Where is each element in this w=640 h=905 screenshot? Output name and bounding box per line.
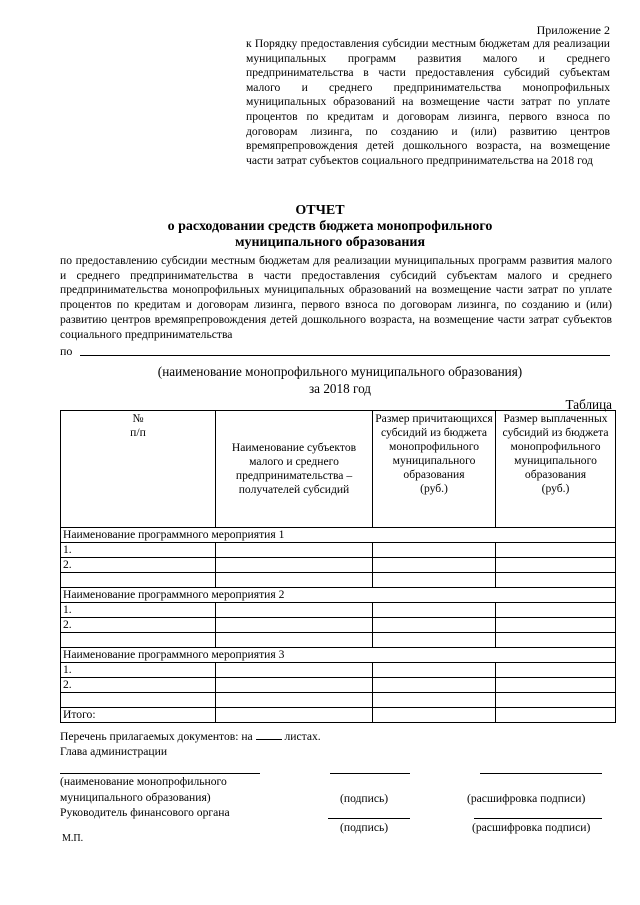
cell[interactable]	[216, 558, 373, 573]
header-paid: Размер выплаченных субсидий из бюджета монопрофильного муниципального образования (руб.)	[496, 411, 616, 528]
section-row	[61, 648, 616, 663]
table-row	[61, 618, 616, 633]
signature-line-2[interactable]	[328, 818, 410, 819]
row-num: 2.	[61, 558, 216, 573]
decoding-line[interactable]	[480, 773, 602, 774]
cell[interactable]	[216, 603, 373, 618]
report-title: ОТЧЕТ	[295, 203, 345, 218]
report-subtitle: о расходовании средств бюджета монопрофильного муниципального образования	[167, 219, 493, 250]
cell[interactable]	[373, 693, 496, 708]
table-row	[61, 663, 616, 678]
row-num: 2.	[61, 678, 216, 693]
decoding-caption: (расшифровка подписи)	[467, 792, 586, 805]
total-row	[61, 708, 616, 723]
signature-caption: (подпись)	[340, 792, 389, 805]
section-row	[61, 588, 616, 603]
cell[interactable]	[373, 678, 496, 693]
row-num	[61, 633, 216, 648]
cell[interactable]	[496, 573, 616, 588]
municipality-fill-line[interactable]	[80, 355, 610, 356]
cell[interactable]	[373, 633, 496, 648]
cell[interactable]	[373, 663, 496, 678]
header-name: Наименование субъектов малого и среднего предпринимательства – получателей субсидий	[216, 411, 373, 528]
cell[interactable]	[496, 603, 616, 618]
section-title: Наименование программного мероприятия 2	[61, 588, 616, 603]
cell[interactable]	[496, 708, 616, 723]
header-due: Размер причитающихся субсидий из бюджета монопрофильного муниципального образования (руб.)	[373, 411, 496, 528]
row-num	[61, 573, 216, 588]
cell[interactable]	[496, 543, 616, 558]
section-title: Наименование программного мероприятия 3	[61, 648, 616, 663]
cell[interactable]	[373, 603, 496, 618]
total-label: Итого:	[61, 708, 216, 723]
table-header-row	[61, 411, 616, 528]
header-num: № п/п	[61, 411, 216, 528]
table-row	[61, 558, 616, 573]
table-row	[61, 678, 616, 693]
table-row	[61, 693, 616, 708]
stamp-place: М.П.	[62, 833, 84, 844]
head-label: Глава администрации	[60, 745, 168, 758]
cell[interactable]	[216, 693, 373, 708]
cell[interactable]	[496, 558, 616, 573]
cell[interactable]	[373, 573, 496, 588]
decoding-line-2[interactable]	[474, 818, 602, 819]
cell[interactable]	[496, 663, 616, 678]
report-table	[60, 410, 616, 723]
cell[interactable]	[216, 663, 373, 678]
cell[interactable]	[373, 558, 496, 573]
cell[interactable]	[373, 708, 496, 723]
table-row	[61, 543, 616, 558]
cell[interactable]	[216, 708, 373, 723]
row-num: 1.	[61, 663, 216, 678]
table-row	[61, 603, 616, 618]
cell[interactable]	[373, 543, 496, 558]
table-row	[61, 573, 616, 588]
decoding-caption-2: (расшифровка подписи)	[472, 821, 591, 834]
signature-caption-2: (подпись)	[340, 821, 389, 834]
attachments-suffix: листах.	[281, 730, 321, 743]
muni-caption-2: муниципального образования)	[60, 791, 211, 804]
cell[interactable]	[216, 618, 373, 633]
cell[interactable]	[216, 543, 373, 558]
attachments-line	[60, 730, 321, 743]
appendix-title: Приложение 2	[536, 23, 610, 37]
muni-caption-1: (наименование монопрофильного	[60, 775, 227, 788]
cell[interactable]	[496, 678, 616, 693]
cell[interactable]	[216, 678, 373, 693]
attachments-prefix: Перечень прилагаемых документов: на	[60, 730, 256, 743]
cell[interactable]	[496, 633, 616, 648]
cell[interactable]	[373, 618, 496, 633]
cell[interactable]	[216, 633, 373, 648]
cell[interactable]	[496, 618, 616, 633]
section-title: Наименование программного мероприятия 1	[61, 528, 616, 543]
table-row	[61, 633, 616, 648]
table-label: Таблица	[565, 397, 612, 412]
year-caption: за 2018 год	[308, 381, 372, 396]
municipality-caption: (наименование монопрофильного муниципального образования)	[157, 364, 523, 379]
muni-name-line[interactable]	[60, 773, 260, 774]
appendix-body: к Порядку предоставления субсидии местным бюджетам для реализации муниципальных программ развития малого и среднего предпринимательства в части предоставления субсидий субъектам малого и среднего предпринимательства монопрофильных муниципальных образований на возмещение части затрат по уплате процентов по кредитам и договорам лизинга, первого взноса по договорам лизинга, по созданию и (или) развитию центров времяпрепровождения детей дошкольного возраста, на возмещение части затрат субъектов социального предпринимательства на 2018 год	[246, 37, 610, 167]
attachments-count-blank[interactable]	[256, 739, 282, 740]
section-row	[61, 528, 616, 543]
cell[interactable]	[216, 573, 373, 588]
report-intro: по предоставлению субсидии местным бюджетам для реализации муниципальных программ развития малого и среднего предпринимательства в части предоставления субсидий субъектам малого и среднего предпринимательства монопрофильных муниципальных образований на возмещение части затрат по уплате процентов по кредитам и договорам лизинга, первого взноса по договорам лизинга, по созданию и (или) развитию центров времяпрепровождения детей дошкольного возраста, на возмещение части затрат субъектов социального предпринимательства	[60, 254, 612, 341]
signature-line[interactable]	[330, 773, 410, 774]
po-label: по	[60, 344, 73, 358]
finance-head-label: Руководитель финансового органа	[60, 806, 230, 819]
row-num: 1.	[61, 603, 216, 618]
row-num: 1.	[61, 543, 216, 558]
row-num	[61, 693, 216, 708]
row-num: 2.	[61, 618, 216, 633]
cell[interactable]	[496, 693, 616, 708]
